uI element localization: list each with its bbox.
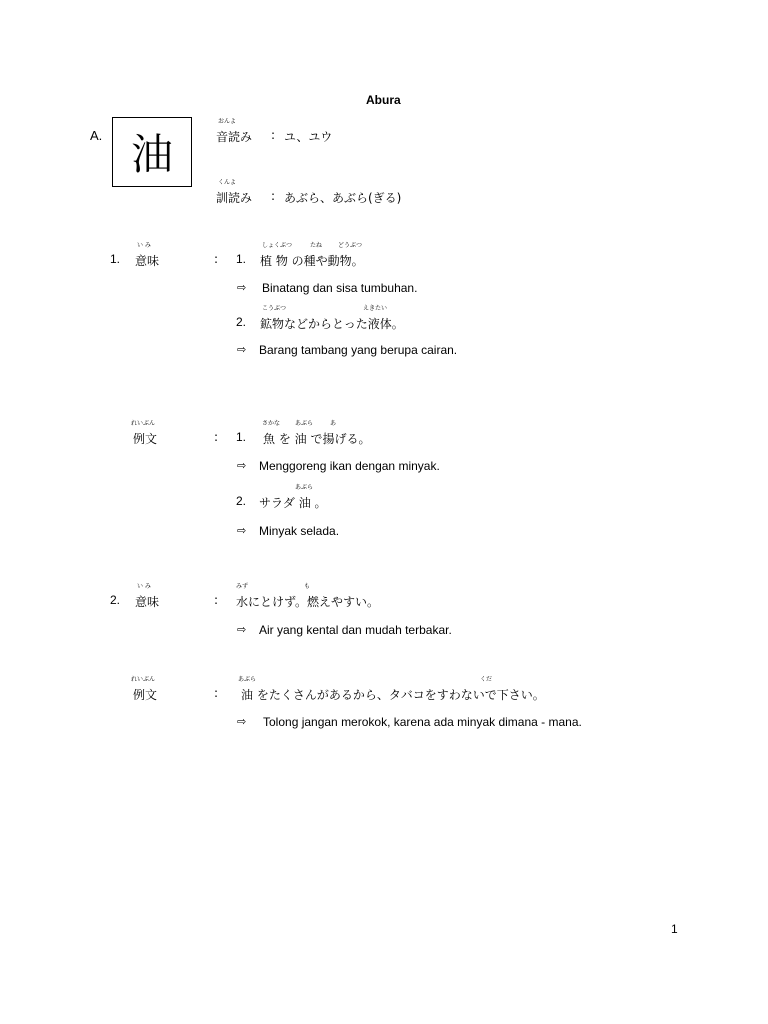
meaning1-furigana: い み <box>137 242 151 249</box>
example1-item2-number: 2. <box>236 494 247 508</box>
example1-item2-text: サラダ 油 。 <box>259 496 327 510</box>
example1-item1-translation: Menggoreng ikan dengan minyak. <box>259 459 440 473</box>
meaning1-item2-furigana-2: えきたい <box>363 305 388 312</box>
onyomi-value: ユ、ユウ <box>284 130 333 144</box>
meaning1-item2-number: 2. <box>236 315 247 329</box>
kunyomi-furigana: くんよ <box>218 179 237 186</box>
onyomi-label: 音読み <box>216 130 253 144</box>
onyomi-colon: : <box>271 128 276 142</box>
meaning1-label: 意味 <box>135 254 160 268</box>
meaning2-number: 2. <box>110 593 121 607</box>
section-label: A. <box>90 128 103 143</box>
meaning1-item1-furigana-1: しょくぶつ <box>262 242 293 249</box>
kunyomi-value: あぶら、あぶら(ぎる) <box>284 191 402 205</box>
arrow-icon: ⇨ <box>237 715 247 728</box>
meaning1-item1-number: 1. <box>236 252 247 266</box>
example1-item1-furigana-2: あぶら <box>295 420 314 427</box>
kanji-box <box>112 117 192 187</box>
meaning1-item1-translation: Binatang dan sisa tumbuhan. <box>262 281 418 295</box>
meaning2-furigana-2: も <box>304 583 311 590</box>
meaning1-number: 1. <box>110 252 121 266</box>
example1-label: 例文 <box>133 432 158 446</box>
example2-translation: Tolong jangan merokok, karena ada minyak dimana - mana. <box>263 715 582 729</box>
arrow-icon: ⇨ <box>237 623 247 636</box>
page-number: 1 <box>671 922 678 936</box>
example2-furigana: れいぶん <box>131 676 156 683</box>
meaning1-item2-translation: Barang tambang yang berupa cairan. <box>259 343 458 357</box>
kunyomi-colon: : <box>271 189 276 203</box>
example2-furigana-2: くだ <box>480 676 493 683</box>
meaning1-item1-text: 植 物 の種や動物。 <box>260 254 364 268</box>
arrow-icon: ⇨ <box>237 459 247 472</box>
meaning2-text: 水にとけず。燃えやすい。 <box>236 595 380 609</box>
arrow-icon: ⇨ <box>237 281 247 294</box>
example2-colon: : <box>214 686 219 700</box>
example1-item1-text: 魚 を 油 で揚げる。 <box>263 432 371 446</box>
page-title: Abura <box>366 93 401 107</box>
meaning1-item1-furigana-2: たね <box>310 242 323 249</box>
example1-item2-translation: Minyak selada. <box>259 524 340 538</box>
kunyomi-label: 訓読み <box>216 191 253 205</box>
example1-colon: : <box>214 430 219 444</box>
arrow-icon: ⇨ <box>237 524 247 537</box>
arrow-icon: ⇨ <box>237 343 247 356</box>
example2-text: 油 をたくさんがあるから、タバコをすわないで下さい。 <box>241 688 545 702</box>
meaning2-colon: : <box>214 593 219 607</box>
meaning1-item2-furigana-1: こうぶつ <box>262 305 287 312</box>
example2-furigana-1: あぶら <box>238 676 257 683</box>
onyomi-furigana: おんよ <box>218 118 237 125</box>
example1-item1-furigana-3: あ <box>330 420 337 427</box>
example1-item1-furigana-1: さかな <box>262 420 281 427</box>
example1-item2-furigana-1: あぶら <box>295 484 314 491</box>
meaning1-colon: : <box>214 252 219 266</box>
example1-item1-number: 1. <box>236 430 247 444</box>
meaning1-item2-text: 鉱物などからとった液体。 <box>260 317 404 331</box>
example2-label: 例文 <box>133 688 158 702</box>
example1-furigana: れいぶん <box>131 420 156 427</box>
meaning1-item1-furigana-3: どうぶつ <box>338 242 363 249</box>
meaning2-furigana-1: みず <box>236 583 249 590</box>
kanji-character: 油 <box>130 130 173 179</box>
meaning2-furigana: い み <box>137 583 151 590</box>
meaning2-label: 意味 <box>135 595 160 609</box>
meaning2-translation: Air yang kental dan mudah terbakar. <box>259 623 452 637</box>
